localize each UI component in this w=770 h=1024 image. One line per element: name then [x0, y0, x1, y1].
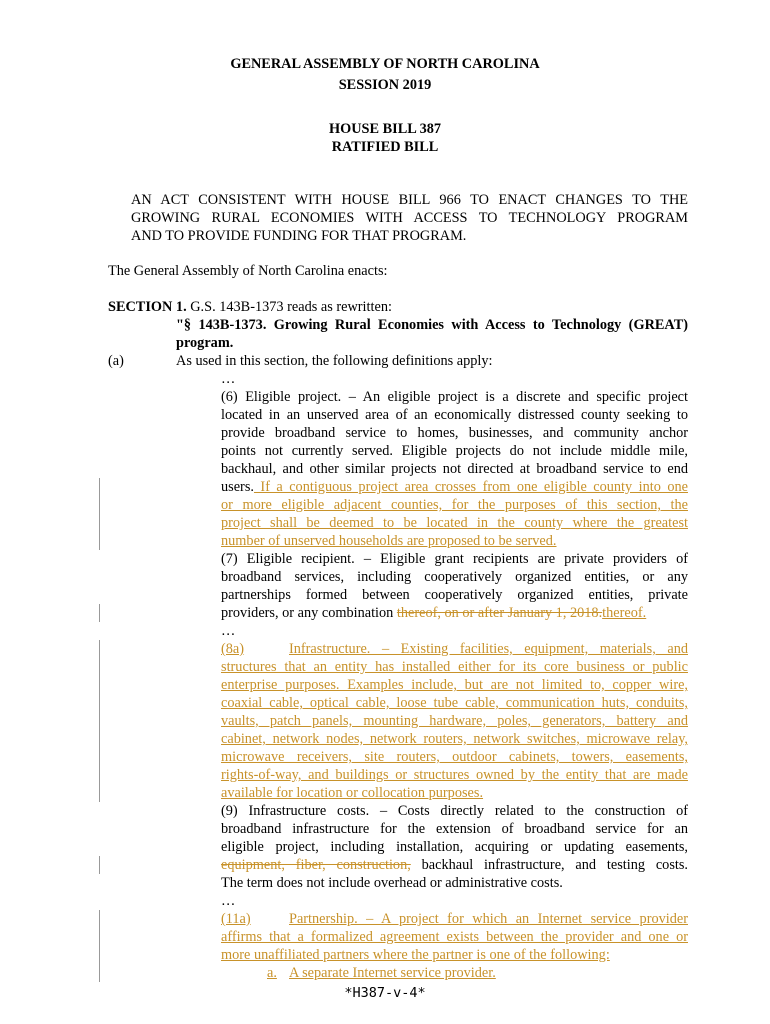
inserted-text: A separate Internet service provider.	[289, 965, 496, 981]
inserted-text: (11a)	[221, 911, 251, 927]
def8a-line: microwave receivers, site routers, outdoor cabinets, towers, easements,	[221, 749, 688, 765]
def9-line: eligible project, including installation, acquiring or updating easements,	[221, 839, 688, 855]
def6-line: backhaul, and other similar projects not directed at broadband service to end	[221, 461, 688, 477]
change-bar	[99, 856, 100, 874]
assembly-heading: GENERAL ASSEMBLY OF NORTH CAROLINA	[230, 56, 540, 72]
def6-insert-line	[221, 478, 688, 496]
inserted-line: project shall be deemed to be located in the county where the greatest	[221, 515, 688, 531]
act-title-line: AN ACT CONSISTENT WITH HOUSE BILL 966 TO ENACT CHANGES TO THE	[131, 192, 688, 208]
def8a-line: coaxial cable, optical cable, loose tube cable, communication huts, conduits,	[221, 695, 688, 711]
ellipsis: …	[221, 371, 236, 387]
def8a-last-line	[221, 784, 770, 802]
def7-line: broadband services, including cooperatively organized entities, or any	[221, 569, 688, 585]
def6-line: points not currently served. Eligible projects do not include middle mile,	[221, 443, 688, 459]
act-title-line: GROWING RURAL ECONOMIES WITH ACCESS TO TECHNOLOGY PROGRAM	[131, 210, 688, 226]
def7-line: (7) Eligible recipient. – Eligible grant recipients are private providers of	[221, 551, 688, 567]
def11a-first-line: Partnership. – A project for which an Internet service provider	[289, 911, 688, 927]
change-bar	[99, 478, 100, 550]
def7-line: partnerships formed between cooperatively organized entities, private	[221, 587, 688, 603]
bill-status: RATIFIED BILL	[331, 139, 439, 155]
inserted-text: available for location or collocation purposes.	[221, 785, 484, 801]
def6-users: users.	[221, 479, 254, 495]
change-bar	[99, 640, 100, 802]
def6-line: provide broadband service to homes, businesses, and community anchor	[221, 425, 688, 441]
statute-heading-cont: program.	[176, 335, 234, 351]
section-1-line	[108, 298, 770, 316]
deleted-text: equipment, fiber, construction,	[221, 857, 411, 873]
def6-line: (6) Eligible project. – An eligible project is a discrete and specific project	[221, 389, 688, 405]
def9-line: broadband infrastructure for the extension of broadband service for an	[221, 821, 688, 837]
def11a-last-line	[221, 946, 770, 964]
act-title-line: AND TO PROVIDE FUNDING FOR THAT PROGRAM.	[131, 228, 467, 244]
inserted-text: thereof.	[602, 605, 647, 621]
def7-last-line	[221, 604, 770, 622]
def9-text: backhaul infrastructure, and testing costs.	[410, 857, 688, 873]
def8a-line: enterprise purposes. Examples include, but are not limited to, copper wire,	[221, 677, 688, 693]
subsection-a-label: (a)	[108, 353, 124, 369]
inserted-text: (8a)	[221, 641, 245, 657]
inserted-text: more unaffiliated partners where the partner is one of the following:	[221, 947, 610, 963]
def8a-line: structures that an entity has installed either for its core business or public	[221, 659, 688, 675]
def9-change-line	[221, 856, 688, 874]
inserted-text: a.	[267, 965, 277, 981]
inserted-line: or more eligible adjacent counties, for the purposes of this section, the	[221, 497, 688, 513]
def8a-line: vaults, patch panels, mounting hardware, poles, generators, battery and	[221, 713, 688, 729]
ellipsis: …	[221, 623, 236, 639]
def8a-first-line: Infrastructure. – Existing facilities, equipment, materials, and	[289, 641, 688, 657]
def6-line: located in an unserved area of an economically distressed county seeking to	[221, 407, 688, 423]
inserted-line-last	[221, 532, 770, 550]
subsection-a-text: As used in this section, the following definitions apply:	[176, 353, 493, 369]
bill-number: HOUSE BILL 387	[328, 121, 442, 137]
inserted-text: number of unserved households are proposed to be served.	[221, 533, 557, 549]
def9-last-line: The term does not include overhead or administrative costs.	[221, 875, 563, 891]
enacting-clause: The General Assembly of North Carolina enacts:	[108, 263, 388, 279]
item-a-text	[289, 964, 770, 982]
def9-line: (9) Infrastructure costs. – Costs directly related to the construction of	[221, 803, 688, 819]
def11a-line: affirms that a formalized agreement exists between the provider and one or	[221, 929, 688, 945]
document-footer-code: *H387-v-4*	[344, 985, 426, 1001]
def8a-line: cabinet, network nodes, network routers, network switches, microwave relay,	[221, 731, 688, 747]
statute-heading: "§ 143B-1373. Growing Rural Economies with Access to Technology (GREAT)	[176, 317, 688, 333]
section-text: G.S. 143B-1373 reads as rewritten:	[190, 299, 392, 315]
section-label: SECTION 1.	[108, 299, 187, 315]
def7-text: providers, or any combination	[221, 605, 397, 621]
inserted-text: If a contiguous project area crosses from one eligible county into one	[253, 479, 688, 495]
session-heading: SESSION 2019	[338, 77, 432, 93]
change-bar	[99, 604, 100, 622]
change-bar	[99, 910, 100, 982]
ellipsis: …	[221, 893, 236, 909]
def8a-line: rights-of-way, and buildings or structures owned by the entity that are made	[221, 767, 688, 783]
deleted-text: thereof, on or after January 1, 2018.	[396, 605, 603, 621]
